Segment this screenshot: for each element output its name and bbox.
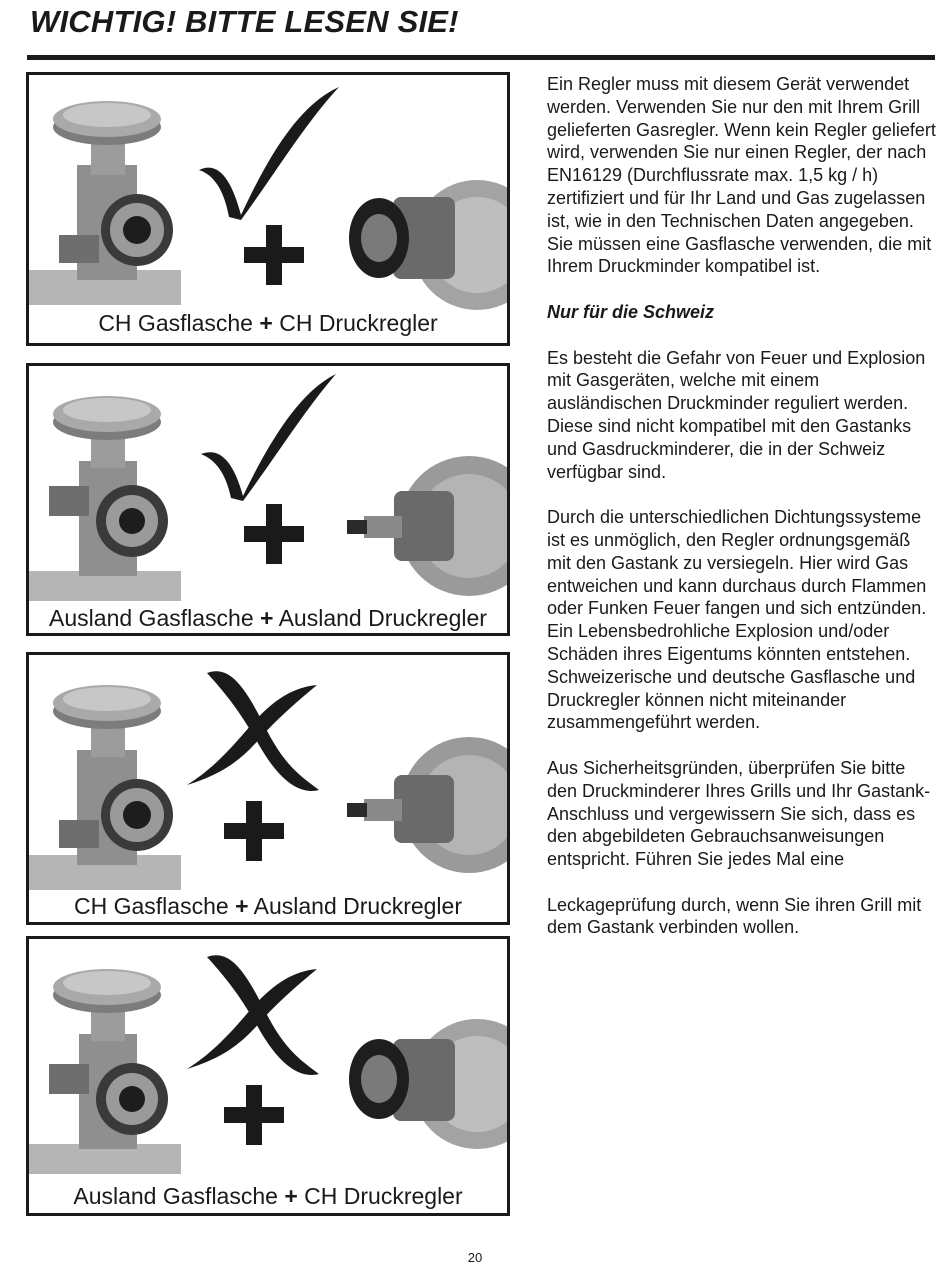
title-divider <box>27 55 935 60</box>
check-icon <box>199 87 339 220</box>
plus-icon <box>224 1085 284 1145</box>
paragraph-safety-check: Aus Sicherheitsgründen, überprüfen Sie bitte den Druckminderer Ihres Grills und Ihr Gastank-Anschluss und vergewissern Sie sich, dass es den abgebildeten Gebrauchsanweisungen entspricht. Führen Sie jedes Mal eine <box>547 757 931 870</box>
gas-bottle-valve-icon <box>29 396 181 601</box>
gas-bottle-valve-icon <box>29 101 181 305</box>
foreign-regulator-icon <box>347 456 507 596</box>
panel-caption: CH Gasflasche + Ausland Druckregler <box>74 893 462 919</box>
instructions-text <box>547 73 939 962</box>
panel-caption: CH Gasflasche + CH Druckregler <box>98 310 438 336</box>
plus-icon <box>244 225 304 285</box>
check-icon <box>201 374 336 501</box>
page-title: WICHTIG! BITTE LESEN SIE! <box>30 4 459 39</box>
ch-regulator-icon <box>349 1019 507 1149</box>
subheading-switzerland: Nur für die Schweiz <box>547 301 715 322</box>
panel-caption: Ausland Gasflasche + Ausland Druckregler <box>49 605 487 631</box>
panel-ch-ch <box>26 72 510 346</box>
panel-illustration <box>29 939 507 1213</box>
cross-icon <box>187 671 319 791</box>
foreign-regulator-icon <box>347 737 507 873</box>
panel-foreign-ch <box>26 936 510 1216</box>
paragraph-regulator-requirement: Ein Regler muss mit diesem Gerät verwendet werden. Verwenden Sie nur den mit Ihrem Grill gelieferten Gasregler. Wenn kein Regler geliefert wird, verwenden Sie nur einen Regler, der nach EN16129 (Durchflussrate max. 1,5 kg / h) zertifiziert und für Ihr Land und Gas zugelassen ist, wie in den Technischen Daten angegeben. Sie müssen eine Gasflasche verwenden, die mit Ihrem Druckminder kompatibel ist. <box>547 74 936 277</box>
paragraph-leak-test: Leckageprüfung durch, wenn Sie ihren Grill mit dem Gastank verbinden wollen. <box>547 894 922 938</box>
panel-caption: Ausland Gasflasche + CH Druckregler <box>73 1183 463 1209</box>
paragraph-sealing-systems: Durch die unterschiedlichen Dichtungssysteme ist es unmöglich, den Regler ordnungsgemäß mit den Gastank zu versiegeln. Hier wird Gas entweichen und kann durchaus durch Flammen oder Funken Feuer fangen und sich entzünden. Ein Lebensbedrohliche Explosion und/oder Schäden ihres Eigentums könnten entstehen. Schweizerische und deutsche Gasflasche und Druckregler können nicht miteinander zusammengeführt werden. <box>547 507 927 733</box>
paragraph-fire-risk: Es besteht die Gefahr von Feuer und Explosion mit Gasgeräten, welche mit einem ausländischen Druckminder reguliert werden. Diese sind nicht kompatibel mit den Gastanks und Gasdruckminderer, die in der Schweiz verfügbar sind. <box>547 347 926 482</box>
ch-regulator-icon <box>349 180 507 310</box>
page-number: 20 <box>467 1250 483 1265</box>
plus-icon <box>244 504 304 564</box>
gas-bottle-valve-icon <box>29 969 181 1174</box>
panel-illustration <box>29 75 507 343</box>
panel-illustration <box>29 366 507 633</box>
panel-ch-foreign <box>26 652 510 925</box>
gas-bottle-valve-icon <box>29 685 181 890</box>
panel-foreign-foreign <box>26 363 510 636</box>
panel-illustration <box>29 655 507 922</box>
cross-icon <box>187 955 319 1075</box>
plus-icon <box>224 801 284 861</box>
